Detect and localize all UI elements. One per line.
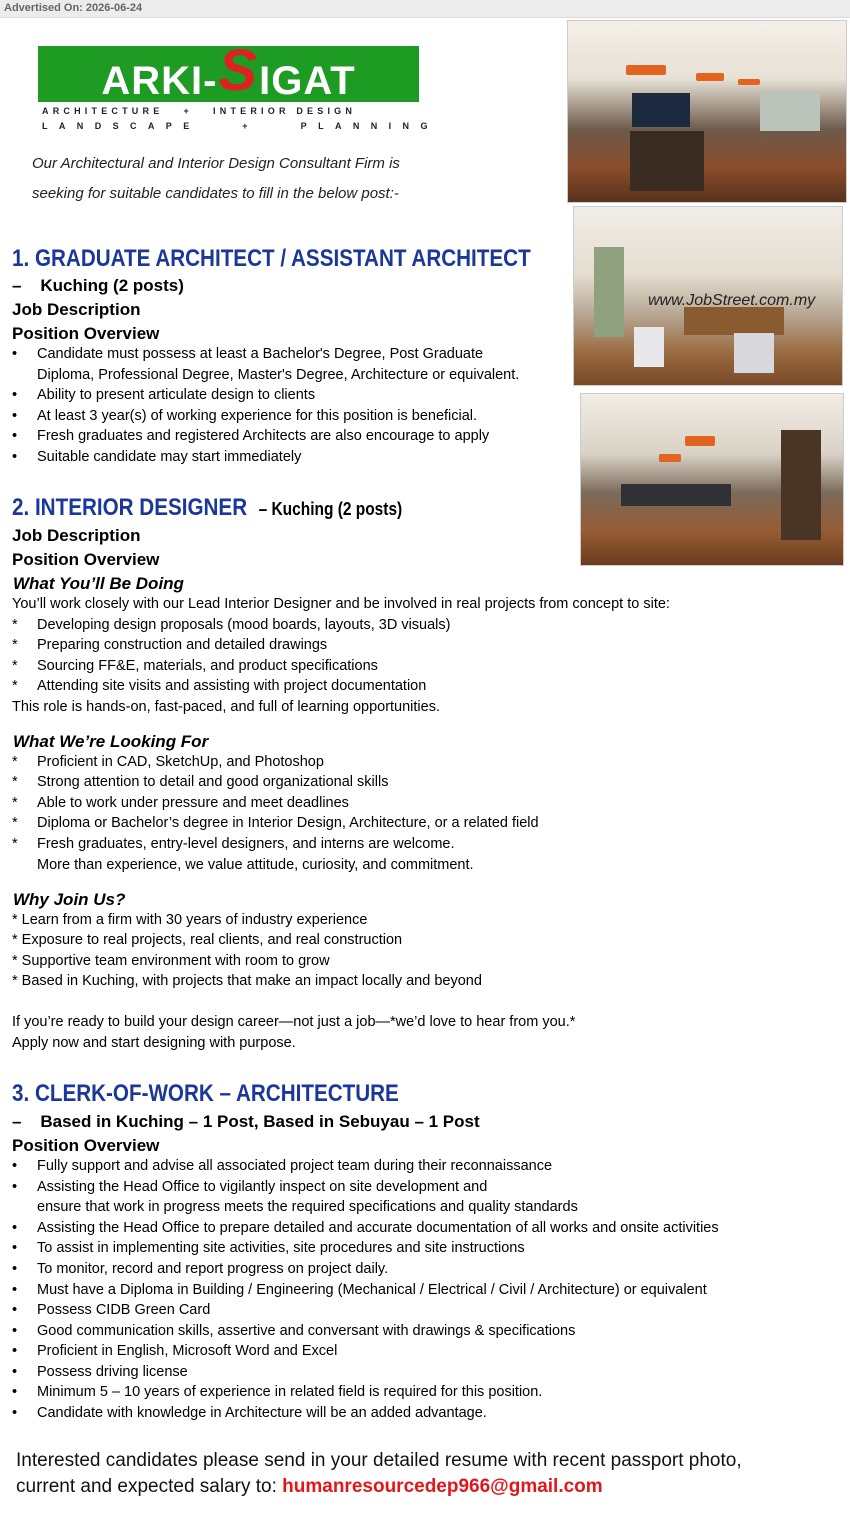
job2-why-item: * Supportive team environment with room to grow <box>12 953 330 969</box>
job2-looking-heading: What We’re Looking For <box>13 732 209 751</box>
job2-why-item: * Exposure to real projects, real clients, and real construction <box>12 932 403 948</box>
advertised-date: Advertised On: 2026-06-24 <box>4 2 143 14</box>
job1-description-heading: Job Description <box>12 300 141 319</box>
contact-email-link[interactable]: humanresourcedep966@gmail.com <box>282 1476 603 1497</box>
job2-doing-intro: You’ll work closely with our Lead Interior Designer and be involved in real projects from concept to site: <box>12 596 670 612</box>
apply-line-1: Interested candidates please send in your detailed resume with recent passport photo, <box>16 1450 742 1471</box>
job2-doing-item: * Sourcing FF&E, materials, and product specifications <box>12 658 378 674</box>
logo-text-s: S <box>218 37 259 103</box>
job1-overview-heading: Position Overview <box>12 324 160 343</box>
job1-bullet-cont: Diploma, Professional Degree, Master's Degree, Architecture or equivalent. <box>37 367 520 383</box>
intro-line-2: seeking for suitable candidates to fill in the below post:- <box>32 185 399 202</box>
job3-bullet: • Candidate with knowledge in Architecture will be an added advantage. <box>12 1405 487 1421</box>
job1-bullet: • Ability to present articulate design to clients <box>12 387 316 403</box>
job2-doing-heading: What You’ll Be Doing <box>13 574 184 593</box>
job3-bullet: • Good communication skills, assertive and conversant with drawings & specifications <box>12 1323 576 1339</box>
job2-looking-item: * Strong attention to detail and good organizational skills <box>12 774 389 790</box>
job2-description-heading: Job Description <box>12 526 141 545</box>
job1-bullet: • Fresh graduates and registered Architects are also encourage to apply <box>12 428 490 444</box>
job2-doing-item: * Preparing construction and detailed drawings <box>12 637 328 653</box>
watermark: www.JobStreet.com.my <box>648 292 816 309</box>
office-photo-1 <box>567 20 847 203</box>
company-logo <box>38 37 419 103</box>
job1-location: – Kuching (2 posts) <box>12 276 184 295</box>
advertised-banner <box>0 0 850 18</box>
job3-bullet: • Fully support and advise all associated project team during their reconnaissance <box>12 1158 553 1174</box>
job2-why-item: * Learn from a firm with 30 years of industry experience <box>12 912 368 928</box>
job2-why-heading: Why Join Us? <box>13 890 126 909</box>
job3-bullet: • Assisting the Head Office to prepare detailed and accurate documentation of all works and onsite activities <box>12 1220 719 1236</box>
job2-looking-item: * Diploma or Bachelor’s degree in Interior Design, Architecture, or a related field <box>12 815 539 831</box>
job1-bullet: • At least 3 year(s) of working experience for this position is beneficial. <box>12 408 478 424</box>
job3-location: – Based in Kuching – 1 Post, Based in Sebuyau – 1 Post <box>12 1112 480 1131</box>
job2-looking-cont: More than experience, we value attitude, curiosity, and commitment. <box>37 857 474 873</box>
job1-bullet: • Candidate must possess at least a Bachelor's Degree, Post Graduate <box>12 346 484 362</box>
job3-title: 3. CLERK-OF-WORK – ARCHITECTURE <box>12 1080 399 1107</box>
job2-looking-item: * Proficient in CAD, SketchUp, and Photoshop <box>12 754 324 770</box>
job2-title: 2. INTERIOR DESIGNER – Kuching (2 posts) <box>12 494 403 521</box>
logo-text-part3: IGAT <box>259 58 356 103</box>
intro-line-1: Our Architectural and Interior Design Consultant Firm is <box>32 155 400 172</box>
job3-bullet: • Minimum 5 – 10 years of experience in related field is required for this position. <box>12 1384 543 1400</box>
job2-doing-item: * Attending site visits and assisting with project documentation <box>12 678 427 694</box>
logo-tagline-1: ARCHITECTURE + INTERIOR DESIGN <box>42 106 357 116</box>
job3-bullet: • Possess driving license <box>12 1364 188 1380</box>
job2-looking-item: * Able to work under pressure and meet deadlines <box>12 795 349 811</box>
job2-closing-1: If you’re ready to build your design career—not just a job—*we’d love to hear from you.* <box>12 1014 576 1030</box>
job3-bullet: • To monitor, record and report progress on project daily. <box>12 1261 389 1277</box>
job2-looking-item: * Fresh graduates, entry-level designers, and interns are welcome. <box>12 836 455 852</box>
job3-overview-heading: Position Overview <box>12 1136 160 1155</box>
job2-doing-item: * Developing design proposals (mood boards, layouts, 3D visuals) <box>12 617 451 633</box>
job3-bullet-cont: ensure that work in progress meets the required specifications and quality standards <box>37 1199 578 1215</box>
apply-line-2: current and expected salary to: humanresourcedep966@gmail.com <box>16 1476 603 1497</box>
logo-text <box>101 37 356 108</box>
job2-why-item: * Based in Kuching, with projects that make an impact locally and beyond <box>12 973 482 989</box>
job2-closing-2: Apply now and start designing with purpose. <box>12 1035 296 1051</box>
job3-bullet: • Must have a Diploma in Building / Engineering (Mechanical / Electrical / Civil / Architecture) or equivalent <box>12 1282 707 1298</box>
logo-tagline-2: LANDSCAPE + PLANNING <box>42 121 439 131</box>
job3-bullet: • To assist in implementing site activities, site procedures and site instructions <box>12 1240 525 1256</box>
job3-bullet: • Proficient in English, Microsoft Word and Excel <box>12 1343 338 1359</box>
job2-doing-outro: This role is hands-on, fast-paced, and full of learning opportunities. <box>12 699 440 715</box>
job1-bullet: • Suitable candidate may start immediately <box>12 449 302 465</box>
office-photo-3 <box>580 393 844 566</box>
job1-title: 1. GRADUATE ARCHITECT / ASSISTANT ARCHITECT <box>12 245 531 272</box>
job3-bullet: • Assisting the Head Office to vigilantly inspect on site development and <box>12 1179 488 1195</box>
job3-bullet: • Possess CIDB Green Card <box>12 1302 211 1318</box>
logo-text-part1: ARKI- <box>101 58 218 103</box>
job2-overview-heading: Position Overview <box>12 550 160 569</box>
